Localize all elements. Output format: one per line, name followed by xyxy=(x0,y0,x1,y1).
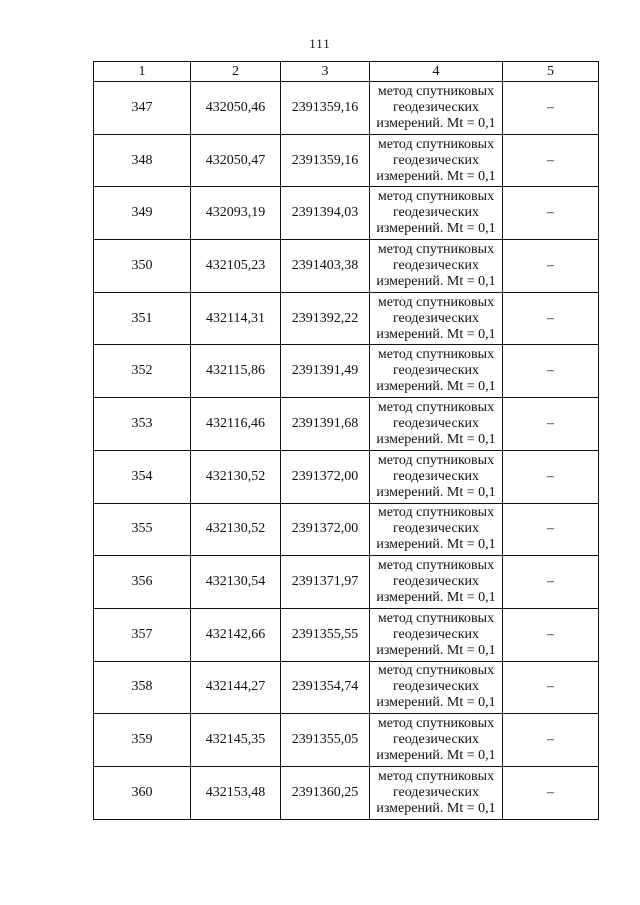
point-number-cell: 352 xyxy=(94,345,191,398)
method-text-line: измерений. Mt = 0,1 xyxy=(376,431,496,447)
point-number-cell: 359 xyxy=(94,714,191,767)
table-row xyxy=(94,398,599,451)
method-cell xyxy=(370,134,503,187)
y-coordinate-cell: 2391359,16 xyxy=(281,134,370,187)
method-text-line: метод спутниковых xyxy=(377,610,495,626)
note-cell: – xyxy=(503,240,599,293)
method-text-line: метод спутниковых xyxy=(377,768,495,784)
x-coordinate-cell: 432130,52 xyxy=(191,503,281,556)
method-text-line: измерений. Mt = 0,1 xyxy=(376,115,496,131)
method-text-line: геодезических xyxy=(392,363,479,379)
y-coordinate-cell: 2391355,55 xyxy=(281,608,370,661)
note-cell: – xyxy=(503,450,599,503)
method-text-line: метод спутниковых xyxy=(377,189,495,205)
method-text-line: геодезических xyxy=(392,257,479,273)
method-cell xyxy=(370,187,503,240)
note-cell: – xyxy=(503,766,599,819)
point-number-cell: 350 xyxy=(94,240,191,293)
method-cell xyxy=(370,450,503,503)
method-text-line: геодезических xyxy=(392,574,479,590)
y-coordinate-cell: 2391372,00 xyxy=(281,503,370,556)
method-text-line: измерений. Mt = 0,1 xyxy=(376,326,496,342)
x-coordinate-cell: 432105,23 xyxy=(191,240,281,293)
table-header-row xyxy=(94,62,599,82)
method-text-line: метод спутниковых xyxy=(377,136,495,152)
table-body xyxy=(94,82,599,820)
x-coordinate-cell: 432145,35 xyxy=(191,714,281,767)
table-row xyxy=(94,766,599,819)
table-row xyxy=(94,450,599,503)
note-cell: – xyxy=(503,608,599,661)
method-cell xyxy=(370,503,503,556)
table-row xyxy=(94,292,599,345)
table-row xyxy=(94,240,599,293)
table-row xyxy=(94,503,599,556)
method-text-line: измерений. Mt = 0,1 xyxy=(376,800,496,816)
column-header-1: 1 xyxy=(94,62,191,82)
method-text-line: измерений. Mt = 0,1 xyxy=(376,484,496,500)
point-number-cell: 347 xyxy=(94,82,191,135)
note-cell: – xyxy=(503,398,599,451)
method-text-line: геодезических xyxy=(392,415,479,431)
table-row xyxy=(94,608,599,661)
method-text-line: измерений. Mt = 0,1 xyxy=(376,537,496,553)
method-text-line: геодезических xyxy=(392,99,479,115)
method-text-line: геодезических xyxy=(392,205,479,221)
column-header-4: 4 xyxy=(370,62,503,82)
x-coordinate-cell: 432115,86 xyxy=(191,345,281,398)
method-cell xyxy=(370,608,503,661)
y-coordinate-cell: 2391355,05 xyxy=(281,714,370,767)
y-coordinate-cell: 2391359,16 xyxy=(281,82,370,135)
y-coordinate-cell: 2391403,38 xyxy=(281,240,370,293)
method-text-line: геодезических xyxy=(392,521,479,537)
method-text-line: метод спутниковых xyxy=(377,663,495,679)
table-row xyxy=(94,556,599,609)
method-text-line: метод спутниковых xyxy=(377,83,495,99)
method-text-line: метод спутниковых xyxy=(377,452,495,468)
method-text-line: геодезических xyxy=(392,679,479,695)
point-number-cell: 349 xyxy=(94,187,191,240)
method-text-line: измерений. Mt = 0,1 xyxy=(376,221,496,237)
method-text-line: геодезических xyxy=(392,152,479,168)
y-coordinate-cell: 2391394,03 xyxy=(281,187,370,240)
column-header-5: 5 xyxy=(503,62,599,82)
method-cell xyxy=(370,240,503,293)
x-coordinate-cell: 432144,27 xyxy=(191,661,281,714)
x-coordinate-cell: 432050,47 xyxy=(191,134,281,187)
x-coordinate-cell: 432114,31 xyxy=(191,292,281,345)
point-number-cell: 355 xyxy=(94,503,191,556)
method-text-line: метод спутниковых xyxy=(377,558,495,574)
method-cell xyxy=(370,661,503,714)
table-row xyxy=(94,82,599,135)
method-text-line: измерений. Mt = 0,1 xyxy=(376,379,496,395)
table-row xyxy=(94,661,599,714)
point-number-cell: 360 xyxy=(94,766,191,819)
point-number-cell: 356 xyxy=(94,556,191,609)
table-row xyxy=(94,714,599,767)
method-text-line: метод спутниковых xyxy=(377,716,495,732)
method-text-line: метод спутниковых xyxy=(377,294,495,310)
y-coordinate-cell: 2391371,97 xyxy=(281,556,370,609)
method-text-line: геодезических xyxy=(392,626,479,642)
column-header-2: 2 xyxy=(191,62,281,82)
method-cell xyxy=(370,82,503,135)
method-text-line: измерений. Mt = 0,1 xyxy=(376,748,496,764)
y-coordinate-cell: 2391354,74 xyxy=(281,661,370,714)
method-text-line: метод спутниковых xyxy=(377,347,495,363)
y-coordinate-cell: 2391391,49 xyxy=(281,345,370,398)
method-text-line: геодезических xyxy=(392,784,479,800)
method-cell xyxy=(370,556,503,609)
method-cell xyxy=(370,714,503,767)
method-text-line: измерений. Mt = 0,1 xyxy=(376,642,496,658)
x-coordinate-cell: 432142,66 xyxy=(191,608,281,661)
x-coordinate-cell: 432050,46 xyxy=(191,82,281,135)
method-text-line: метод спутниковых xyxy=(377,241,495,257)
method-cell xyxy=(370,292,503,345)
method-text-line: измерений. Mt = 0,1 xyxy=(376,273,496,289)
table-row xyxy=(94,345,599,398)
note-cell: – xyxy=(503,556,599,609)
table-row xyxy=(94,134,599,187)
method-cell xyxy=(370,766,503,819)
y-coordinate-cell: 2391360,25 xyxy=(281,766,370,819)
note-cell: – xyxy=(503,134,599,187)
point-number-cell: 351 xyxy=(94,292,191,345)
method-text-line: измерений. Mt = 0,1 xyxy=(376,590,496,606)
x-coordinate-cell: 432116,46 xyxy=(191,398,281,451)
x-coordinate-cell: 432130,52 xyxy=(191,450,281,503)
y-coordinate-cell: 2391392,22 xyxy=(281,292,370,345)
point-number-cell: 358 xyxy=(94,661,191,714)
table-row xyxy=(94,187,599,240)
note-cell: – xyxy=(503,503,599,556)
x-coordinate-cell: 432153,48 xyxy=(191,766,281,819)
y-coordinate-cell: 2391372,00 xyxy=(281,450,370,503)
note-cell: – xyxy=(503,187,599,240)
method-text-line: геодезических xyxy=(392,468,479,484)
method-text-line: метод спутниковых xyxy=(377,505,495,521)
note-cell: – xyxy=(503,345,599,398)
method-text-line: измерений. Mt = 0,1 xyxy=(376,695,496,711)
y-coordinate-cell: 2391391,68 xyxy=(281,398,370,451)
method-text-line: измерений. Mt = 0,1 xyxy=(376,168,496,184)
coordinates-table xyxy=(93,61,599,820)
method-text-line: метод спутниковых xyxy=(377,399,495,415)
method-cell xyxy=(370,398,503,451)
note-cell: – xyxy=(503,661,599,714)
point-number-cell: 354 xyxy=(94,450,191,503)
note-cell: – xyxy=(503,82,599,135)
note-cell: – xyxy=(503,292,599,345)
point-number-cell: 348 xyxy=(94,134,191,187)
method-cell xyxy=(370,345,503,398)
page-number: 111 xyxy=(309,36,331,51)
method-text-line: геодезических xyxy=(392,310,479,326)
x-coordinate-cell: 432130,54 xyxy=(191,556,281,609)
point-number-cell: 357 xyxy=(94,608,191,661)
x-coordinate-cell: 432093,19 xyxy=(191,187,281,240)
point-number-cell: 353 xyxy=(94,398,191,451)
column-header-3: 3 xyxy=(281,62,370,82)
method-text-line: геодезических xyxy=(392,732,479,748)
note-cell: – xyxy=(503,714,599,767)
